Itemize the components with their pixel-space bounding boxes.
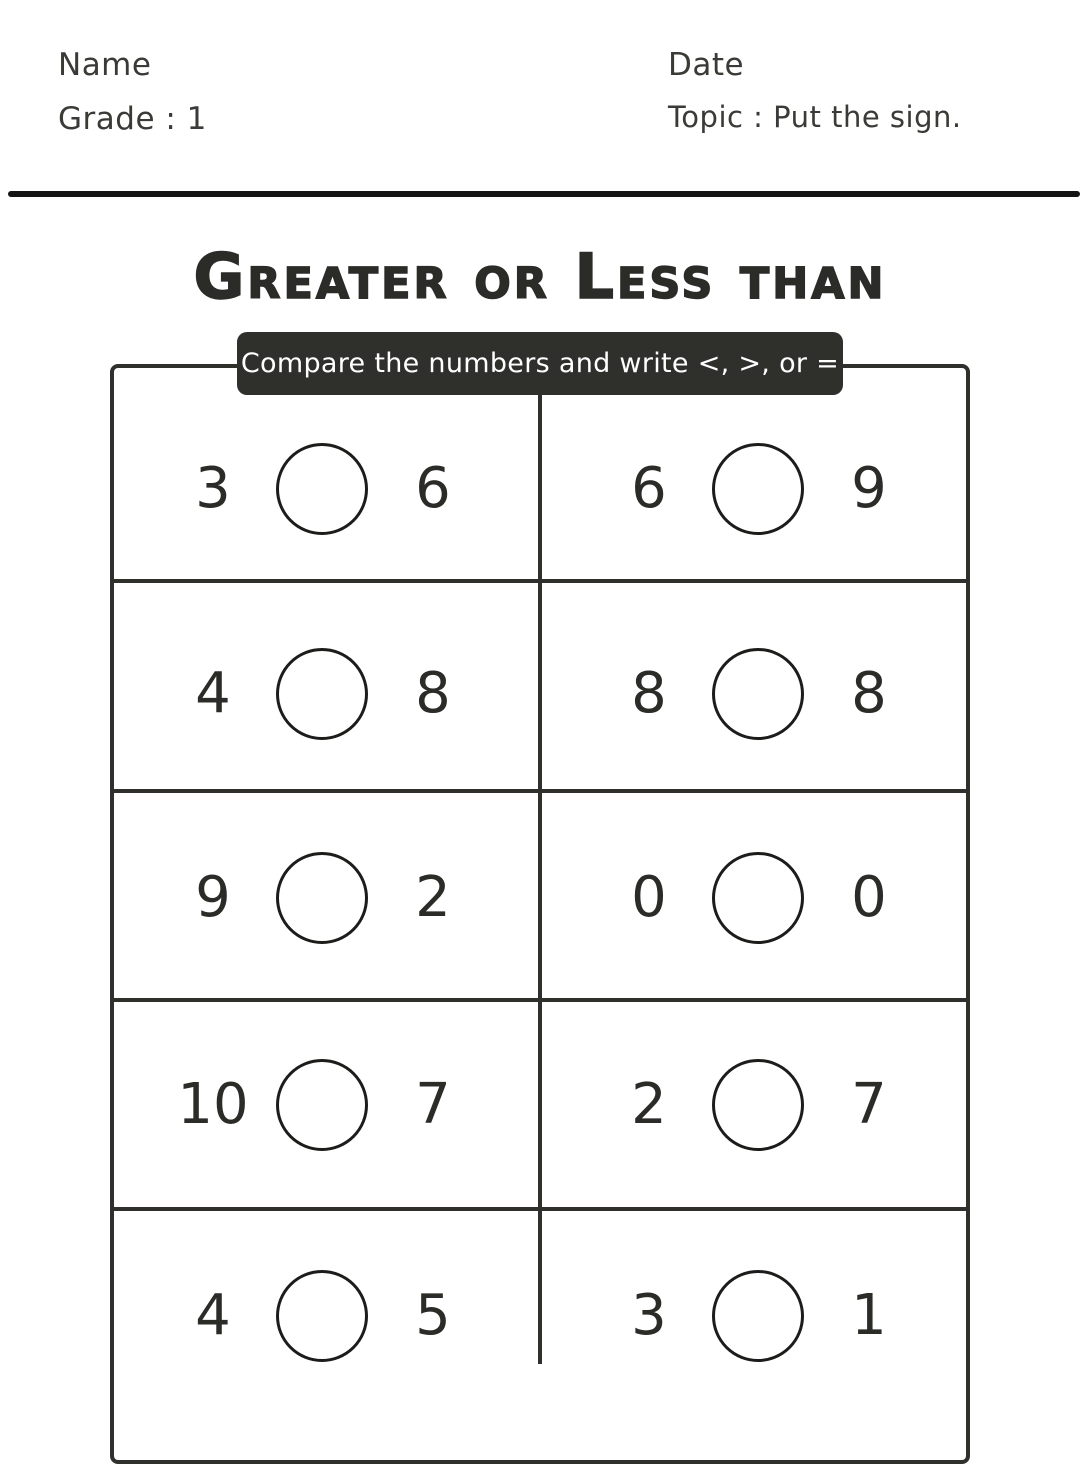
grade-label: Grade : 1 xyxy=(58,101,207,137)
right-number: 5 xyxy=(415,1283,451,1348)
right-number: 6 xyxy=(415,456,451,521)
grid-column-divider xyxy=(538,364,542,1364)
answer-circle[interactable] xyxy=(712,852,804,944)
header-divider xyxy=(8,191,1080,197)
answer-circle[interactable] xyxy=(276,648,368,740)
grid-row-divider xyxy=(110,579,970,583)
left-number: 6 xyxy=(631,456,667,521)
topic-label: Topic : Put the sign. xyxy=(668,100,962,134)
left-number: 3 xyxy=(631,1283,667,1348)
left-number: 9 xyxy=(195,865,231,930)
worksheet-title: Greater or Less than xyxy=(193,240,887,313)
left-number: 0 xyxy=(631,865,667,930)
right-number: 8 xyxy=(415,661,451,726)
answer-circle[interactable] xyxy=(276,1059,368,1151)
left-number: 4 xyxy=(195,661,231,726)
answer-circle[interactable] xyxy=(276,852,368,944)
grid-row-divider xyxy=(110,1207,970,1211)
instruction-banner xyxy=(237,332,843,395)
right-number: 0 xyxy=(851,865,887,930)
date-field-label: Date xyxy=(668,47,745,83)
answer-circle[interactable] xyxy=(712,1059,804,1151)
right-number: 9 xyxy=(851,456,887,521)
left-number: 4 xyxy=(195,1283,231,1348)
answer-circle[interactable] xyxy=(712,648,804,740)
right-number: 1 xyxy=(851,1283,887,1348)
instruction-text: Compare the numbers and write <, >, or = xyxy=(240,348,840,379)
left-number: 2 xyxy=(631,1072,667,1137)
right-number: 7 xyxy=(415,1072,451,1137)
right-number: 2 xyxy=(415,865,451,930)
grid-row-divider xyxy=(110,998,970,1002)
answer-circle[interactable] xyxy=(712,443,804,535)
left-number: 3 xyxy=(195,456,231,521)
grid-row-divider xyxy=(110,789,970,793)
answer-circle[interactable] xyxy=(712,1270,804,1362)
answer-circle[interactable] xyxy=(276,443,368,535)
right-number: 8 xyxy=(851,661,887,726)
answer-circle[interactable] xyxy=(276,1270,368,1362)
name-field-label: Name xyxy=(58,47,152,83)
right-number: 7 xyxy=(851,1072,887,1137)
left-number: 8 xyxy=(631,661,667,726)
left-number: 10 xyxy=(177,1072,249,1137)
